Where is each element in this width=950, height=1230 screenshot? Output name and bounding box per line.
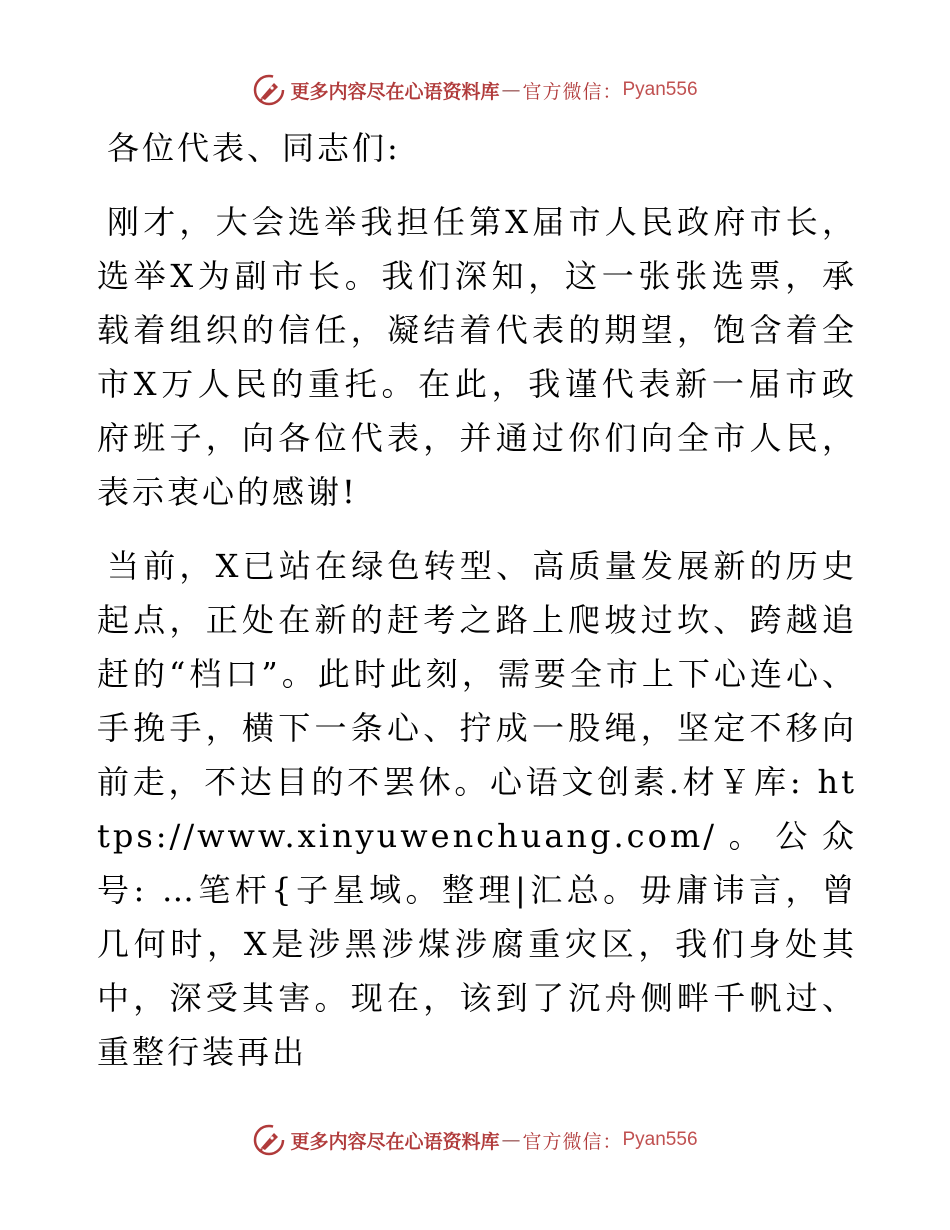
watermark-main-text: 更多内容尽在心语资料库 (290, 80, 500, 103)
watermark-wechat-id: Pyan556 (622, 79, 698, 100)
watermark-main-text: 更多内容尽在心语资料库 (290, 1130, 500, 1153)
footer-watermark-banner (0, 1120, 950, 1160)
watermark-separator: — (501, 79, 521, 101)
paragraph-1: 刚才，大会选举我担任第X届市人民政府市长，选举X为副市长。我们深知，这一张张选票，承载着组织的信任，凝结着代表的期望，饱含着全市X万人民的重托。在此，我谨代表新一届市政府班子，向各位代表，并通过你们向全市人民，表示衷心的感谢! (97, 203, 857, 511)
pen-nib-logo-icon (252, 73, 286, 107)
watermark-wechat-id: Pyan556 (622, 1129, 698, 1150)
watermark-separator: — (501, 1129, 521, 1151)
watermark-wechat-label: 官方微信： (522, 80, 623, 103)
watermark-wechat-label: 官方微信： (522, 1130, 623, 1153)
paragraph-2: 当前，X已站在绿色转型、高质量发展新的历史起点，正处在新的赶考之路上爬坡过坎、跨越追赶的“档口”。此时此刻，需要全市上下心连心、手挽手，横下一条心、拧成一股绳，坚定不移向前走，不达目的不罢休。心语文创素.材￥库: https://www.xinyuwenchuang.com/。公众号: …笔杆{子星域。整理|汇总。毋庸讳言，曾几何时，X是涉黑涉煤涉腐重灾区，我们身处其中，深受其害。现在，该到了沉舟侧畔千帆过、重整行装再出 (97, 547, 857, 1071)
pen-nib-logo-icon (252, 1123, 286, 1157)
document-body (97, 121, 857, 1079)
greeting-line: 各位代表、同志们: (107, 129, 401, 167)
header-watermark-banner (0, 70, 950, 110)
